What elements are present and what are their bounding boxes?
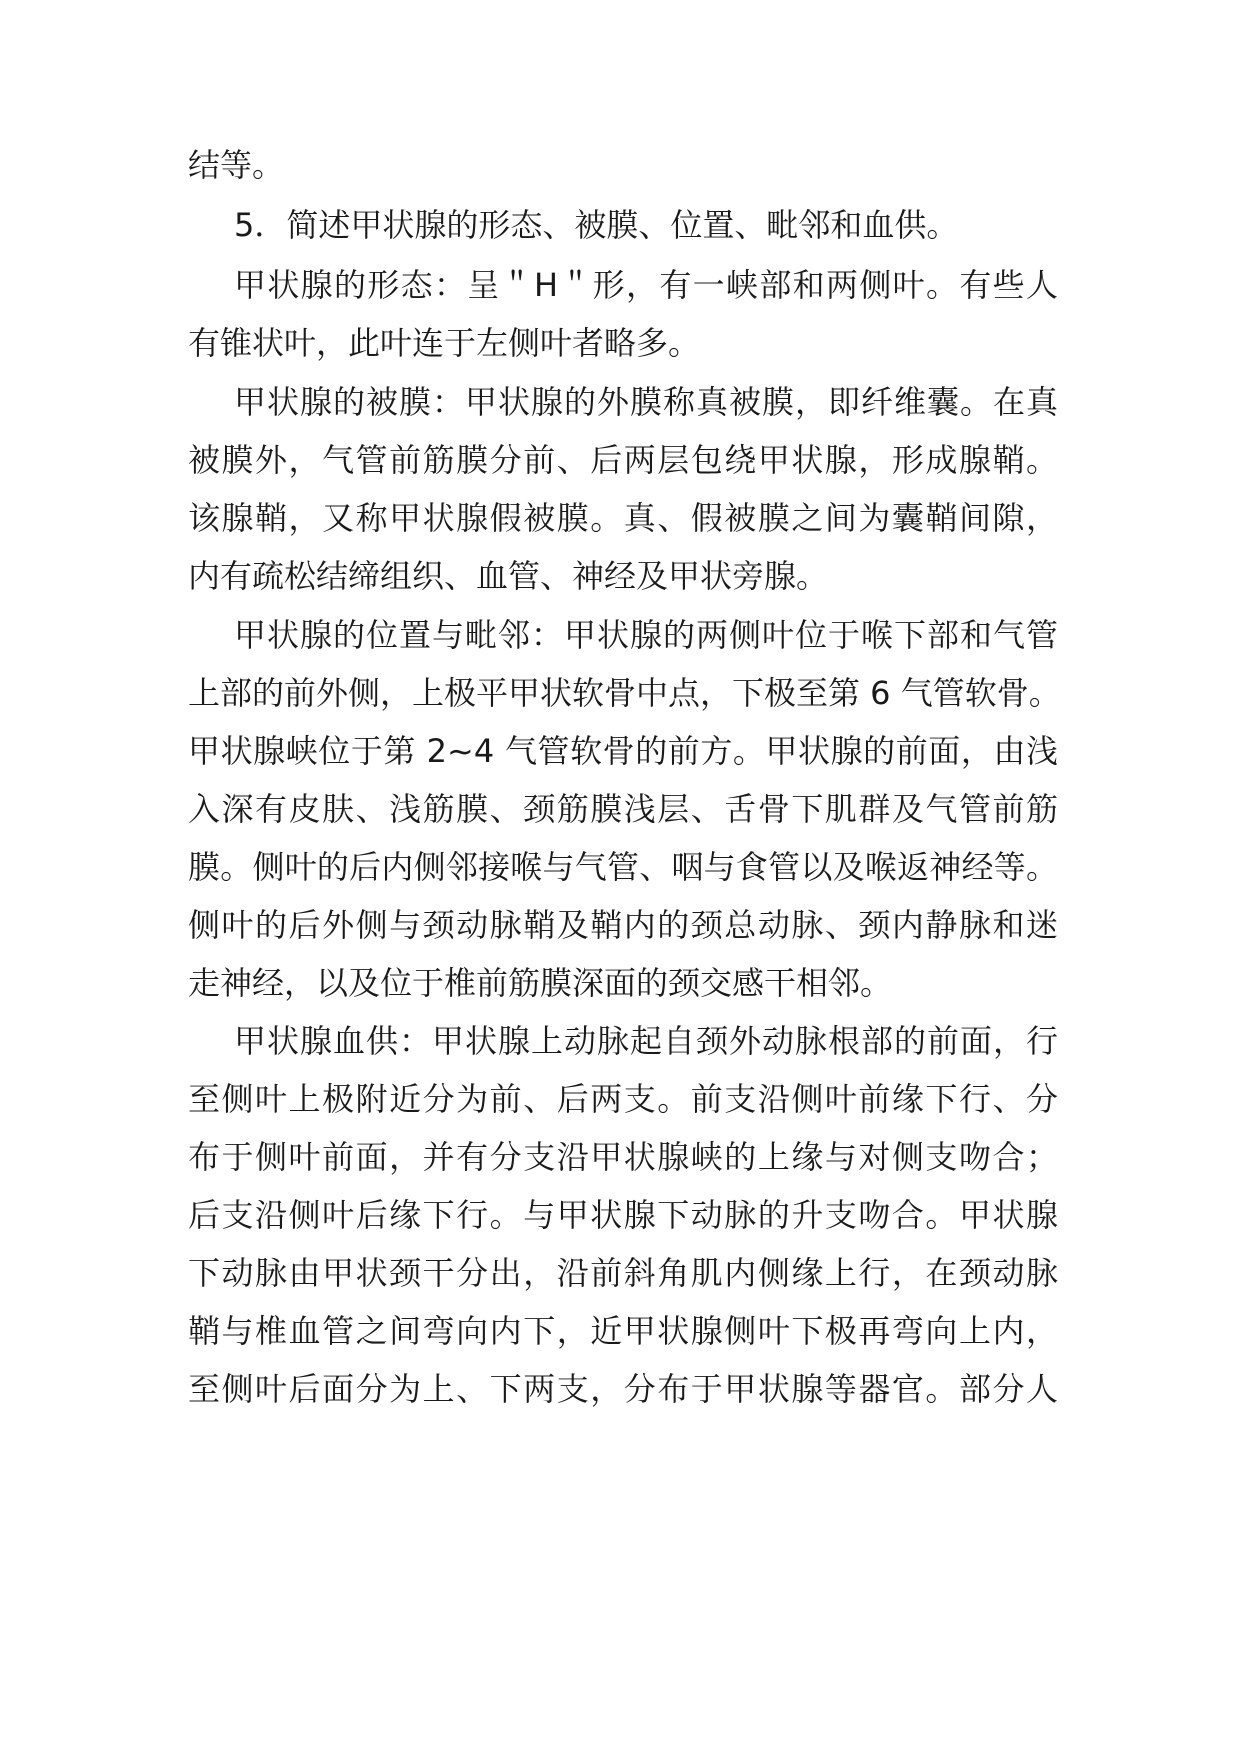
text-line: 甲状腺的被膜：甲状腺的外膜称真被膜，即纤维囊。在真: [234, 383, 1058, 421]
text-line: 膜。侧叶的后内侧邻接喉与气管、咽与食管以及喉返神经等。: [188, 848, 1058, 886]
question-heading: 5．简述甲状腺的形态、被膜、位置、毗邻和血供。: [234, 206, 959, 244]
text-line: 甲状腺血供：甲状腺上动脉起自颈外动脉根部的前面，行: [234, 1022, 1058, 1060]
text-line: 至侧叶上极附近分为前、后两支。前支沿侧叶前缘下行、分: [188, 1080, 1058, 1118]
text-line: 甲状腺的形态：呈＂H＂形，有一峡部和两侧叶。有些人: [234, 266, 1058, 304]
text-line: 结等。: [188, 146, 285, 184]
text-line: 内有疏松结缔组织、血管、神经及甲状旁腺。: [188, 557, 829, 595]
text-line: 入深有皮肤、浅筋膜、颈筋膜浅层、舌骨下肌群及气管前筋: [188, 790, 1058, 828]
text-line: 被膜外，气管前筋膜分前、后两层包绕甲状腺，形成腺鞘。: [188, 441, 1058, 479]
text-line: 布于侧叶前面，并有分支沿甲状腺峡的上缘与对侧支吻合；: [188, 1138, 1058, 1176]
text-line: 甲状腺的位置与毗邻：甲状腺的两侧叶位于喉下部和气管: [234, 616, 1058, 654]
text-line: 侧叶的后外侧与颈动脉鞘及鞘内的颈总动脉、颈内静脉和迷: [188, 906, 1058, 944]
text-line: 下动脉由甲状颈干分出，沿前斜角肌内侧缘上行，在颈动脉: [188, 1254, 1058, 1292]
text-line: 鞘与椎血管之间弯向内下，近甲状腺侧叶下极再弯向上内，: [188, 1312, 1058, 1350]
text-line: 走神经，以及位于椎前筋膜深面的颈交感干相邻。: [188, 964, 893, 1002]
text-line: 甲状腺峡位于第 2~4 气管软骨的前方。甲状腺的前面，由浅: [188, 732, 1058, 770]
text-line: 后支沿侧叶后缘下行。与甲状腺下动脉的升支吻合。甲状腺: [188, 1196, 1058, 1234]
text-line: 上部的前外侧，上极平甲状软骨中点，下极至第 6 气管软骨。: [188, 674, 1061, 712]
text-line: 该腺鞘，又称甲状腺假被膜。真、假被膜之间为囊鞘间隙，: [188, 499, 1058, 537]
text-line: 有锥状叶，此叶连于左侧叶者略多。: [188, 324, 701, 362]
text-line: 至侧叶后面分为上、下两支，分布于甲状腺等器官。部分人: [188, 1370, 1058, 1408]
